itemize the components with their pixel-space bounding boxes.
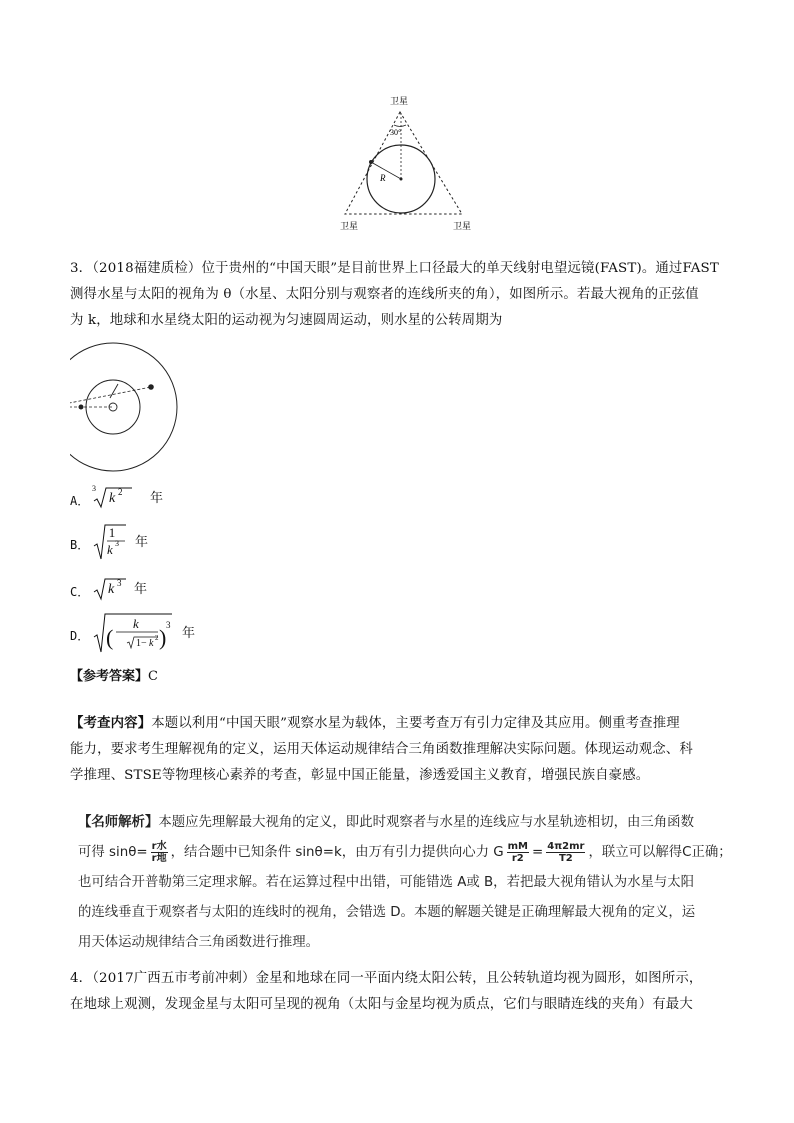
option-c-unit: 年 bbox=[134, 582, 148, 597]
teacher-analysis-line-4: 的连线垂直于观察者与太阳的连线时的视角，会错选 D。本题的解题关键是正确理解最大视角的定义，运 bbox=[78, 905, 696, 920]
exam-content-line-3: 学推理、STSE等物理核心素养的考查，彰显中国正能量，渗透爱国主义教育，增强民族自豪感。 bbox=[70, 768, 650, 783]
question-3-line-1: 3．（2018福建质检）位于贵州的“中国天眼”是目前世界上口径最大的单天线射电望远镜(FAST)。通过FAST bbox=[70, 261, 719, 276]
option-d-paren-open: ( bbox=[106, 625, 114, 650]
question-4-line-2: 在地球上观测，发现金星与太阳可呈现的视角（太阳与金星均视为质点，它们与眼睛连线的夹角）有最大 bbox=[70, 997, 693, 1012]
exam-content bbox=[70, 710, 730, 789]
option-a-unit: 年 bbox=[150, 491, 164, 506]
top-satellite-label: 卫星 bbox=[390, 96, 409, 106]
question-3-line-3: 为 k，地球和水星绕太阳的运动视为匀速圆周运动，则水星的公转周期为 bbox=[70, 313, 503, 328]
option-a-index: 3 bbox=[92, 484, 96, 493]
exam-content-label: 【考查内容】 bbox=[70, 715, 152, 731]
teacher-analysis-line-5: 用天体运动规律结合三角函数进行推理。 bbox=[78, 935, 320, 950]
option-b-numerator: 1 bbox=[108, 525, 116, 540]
option-c-exp: 3 bbox=[117, 578, 122, 588]
exam-content-line-1: 【考查内容】本题以利用“中国天眼”观察水星为载体，主要考查万有引力定律及其应用。侧重考查推理 bbox=[70, 715, 680, 731]
option-d-letter: D． bbox=[70, 629, 90, 643]
option-c-letter: C． bbox=[70, 585, 90, 599]
teacher-analysis bbox=[78, 808, 732, 958]
option-d-paren-close: ) bbox=[159, 625, 167, 650]
option-a-letter: A． bbox=[70, 494, 90, 508]
option-b-k: k bbox=[107, 542, 113, 557]
option-b-unit: 年 bbox=[135, 535, 149, 550]
option-d-k: k bbox=[133, 616, 139, 631]
option-a-k: k bbox=[109, 491, 116, 506]
satellite-triangle-figure bbox=[340, 92, 480, 232]
fraction-gravity: $\frac{mM}{r2}$ bbox=[507, 840, 529, 864]
question-4-line-1: 4．（2017广西五市考前冲刺）金星和地球在同一平面内绕太阳公转，且公转轨道均视为圆形，如图所示， bbox=[70, 971, 703, 986]
fraction-r-ratio: $\frac{\text{r水}}{\text{r地}}$ bbox=[151, 840, 167, 864]
question-3 bbox=[70, 256, 730, 334]
option-c-k: k bbox=[108, 582, 115, 597]
orbit-figure bbox=[70, 340, 210, 480]
left-satellite-label: 卫星 bbox=[340, 221, 359, 231]
teacher-analysis-line-3: 也可结合开普勒第三定理求解。若在运算过程中出错，可能错选 A或 B，若把最大视角错认为水星与太阳 bbox=[78, 875, 695, 890]
triangle-outline bbox=[345, 112, 462, 214]
option-d-den-k: k bbox=[149, 638, 154, 649]
teacher-analysis-line-1: 【名师解析】本题应先理解最大视角的定义，即此时观察者与水星的连线应与水星轨迹相切，由三角函数 bbox=[78, 815, 694, 830]
option-d-unit: 年 bbox=[182, 626, 196, 641]
exam-content-line-2: 能力，要求考生理解视角的定义，运用天体运动规律结合三角函数推理解决实际问题。体现运动观念、科 bbox=[70, 742, 693, 757]
option-a-exp: 2 bbox=[118, 487, 123, 497]
radius-label: R bbox=[380, 173, 386, 183]
option-d-den-exp: 2 bbox=[155, 634, 159, 642]
option-d-den-prefix: 1− bbox=[136, 638, 147, 649]
satellite-dot bbox=[369, 160, 373, 164]
option-d-outer-exp: 3 bbox=[166, 620, 171, 630]
question-3-line-2: 测得水星与太阳的视角为 θ（水星、太阳分别与观察者的连线所夹的角），如图所示。若最大视角的正弦值 bbox=[70, 287, 699, 302]
angle-label: 30° bbox=[390, 128, 402, 137]
fraction-centripetal: $\frac{4\pi 2mr}{T2}$ bbox=[547, 840, 585, 864]
option-b-exp: 3 bbox=[115, 539, 119, 548]
question-4 bbox=[70, 966, 730, 1018]
answer-value: C bbox=[148, 669, 158, 684]
option-b-letter: B． bbox=[70, 538, 90, 552]
answer-label: 【参考答案】 bbox=[70, 669, 149, 684]
right-satellite-label: 卫星 bbox=[453, 221, 472, 231]
reference-answer bbox=[70, 670, 158, 684]
teacher-analysis-label: 【名师解析】 bbox=[78, 815, 159, 830]
teacher-analysis-line-2: 可得 sinθ= $\frac{\text{r水}}{\text{r地}}$ ，结合题中已知条件 sinθ=k，由万有引力提供向心力 G $\frac{mM}{r2}$ = $\frac{4\pi 2mr}{T2}$ ，联立可以解得C正确； bbox=[78, 840, 732, 864]
